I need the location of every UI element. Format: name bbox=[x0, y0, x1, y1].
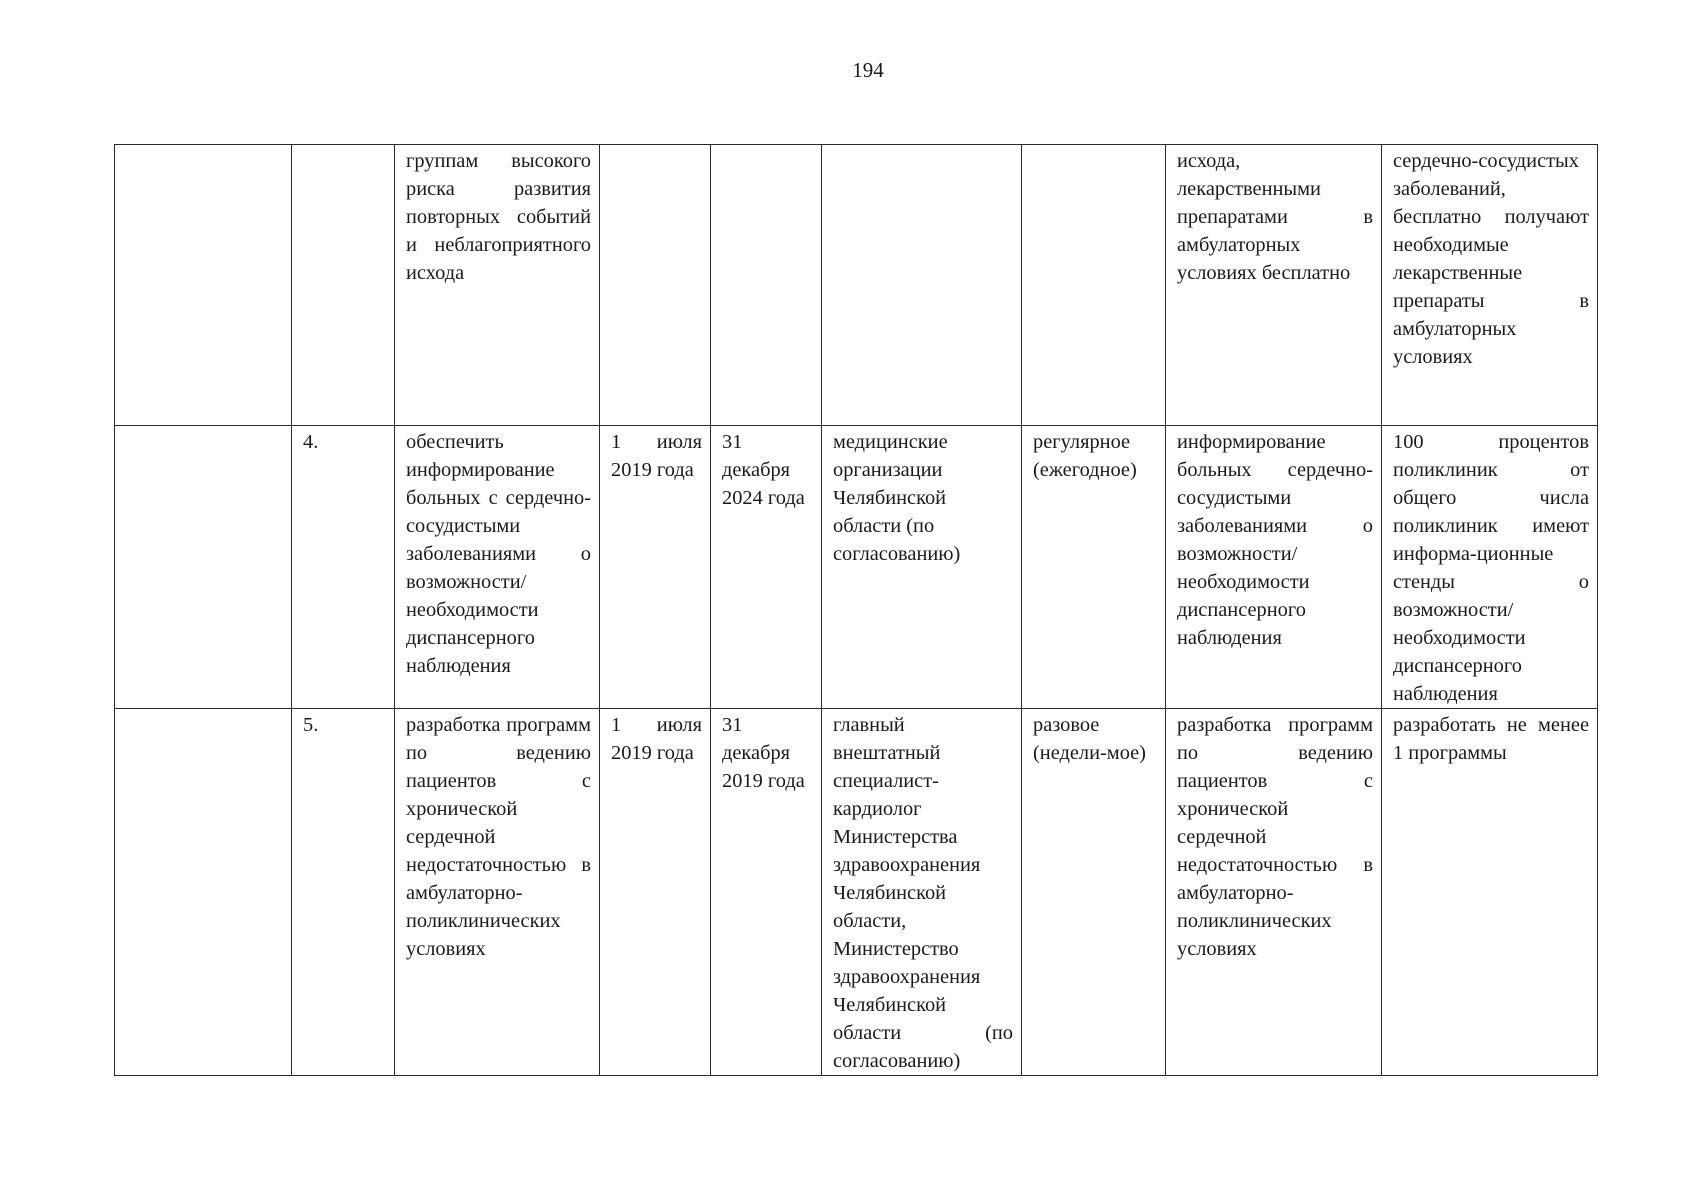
page-number: 194 bbox=[852, 58, 884, 82]
cell-blank bbox=[115, 709, 292, 1076]
cell-measure: разработка программ по ведению пациентов с хронической сердечной недостаточностью в амбулаторно-поликлинических условиях bbox=[395, 709, 600, 1076]
table-row bbox=[115, 145, 1598, 426]
cell-nature bbox=[1022, 145, 1166, 426]
cell-responsible: медицинские организации Челябинской области (по согласованию) bbox=[822, 426, 1022, 709]
cell-indicator: 100 процентов поликлиник от общего числа поликлиник имеют информа-ционные стенды о возможности/ необходимости диспансерного наблюдения bbox=[1382, 426, 1598, 709]
cell-number: 4. bbox=[292, 426, 395, 709]
table-row bbox=[115, 426, 1598, 709]
cell-responsible: главный внештатный специалист-кардиолог Министерства здравоохранения Челябинской области, Министерство здравоохранения Челябинской области (по согласованию) bbox=[822, 709, 1022, 1076]
cell-indicator: разработать не менее 1 программы bbox=[1382, 709, 1598, 1076]
cell-end-date: 31 декабря 2019 года bbox=[711, 709, 822, 1076]
cell-nature: разовое (недели-мое) bbox=[1022, 709, 1166, 1076]
cell-responsible bbox=[822, 145, 1022, 426]
cell-blank bbox=[115, 426, 292, 709]
cell-number bbox=[292, 145, 395, 426]
cell-result: информирование больных сердечно-сосудистыми заболеваниями о возможности/ необходимости диспансерного наблюдения bbox=[1166, 426, 1382, 709]
cell-end-date bbox=[711, 145, 822, 426]
cell-measure: группам высокого риска развития повторных событий и неблагоприятного исхода bbox=[395, 145, 600, 426]
cell-end-date: 31 декабря 2024 года bbox=[711, 426, 822, 709]
measures-table bbox=[114, 144, 1598, 1076]
cell-result: разработка программ по ведению пациентов с хронической сердечной недостаточностью в амбулаторно-поликлинических условиях bbox=[1166, 709, 1382, 1076]
cell-start-date bbox=[600, 145, 711, 426]
cell-start-date: 1 июля 2019 года bbox=[600, 426, 711, 709]
cell-result: исхода, лекарственными препаратами в амбулаторных условиях бесплатно bbox=[1166, 145, 1382, 426]
cell-number: 5. bbox=[292, 709, 395, 1076]
cell-measure: обеспечить информирование больных с сердечно-сосудистыми заболеваниями о возможности/ необходимости диспансерного наблюдения bbox=[395, 426, 600, 709]
cell-start-date: 1 июля 2019 года bbox=[600, 709, 711, 1076]
table-row bbox=[115, 709, 1598, 1076]
cell-indicator: сердечно-сосудистых заболеваний, бесплатно получают необходимые лекарственные препараты в амбулаторных условиях bbox=[1382, 145, 1598, 426]
cell-nature: регулярное (ежегодное) bbox=[1022, 426, 1166, 709]
cell-blank bbox=[115, 145, 292, 426]
